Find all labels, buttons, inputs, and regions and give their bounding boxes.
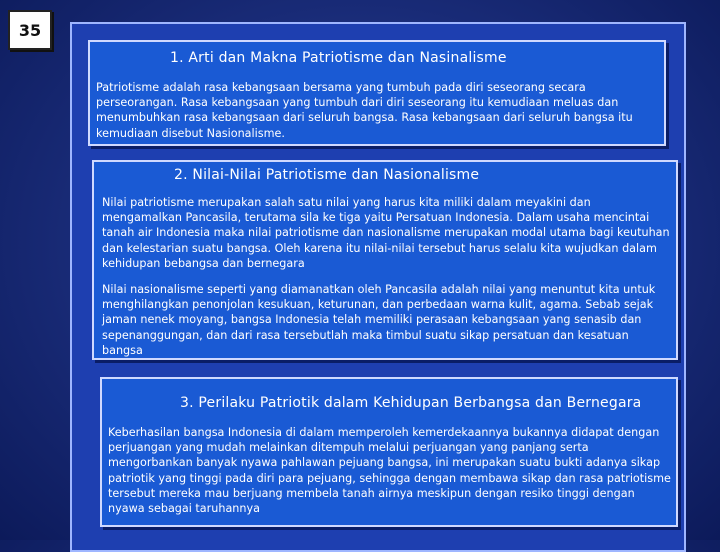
section-3-text: Keberhasilan bangsa Indonesia di dalam memperoleh kemerdekaannya bukannya didapat dengan perjuangan yang mudah melainkan ditempuh melalui perjuangan yang panjang serta mengorbankan banyak nyawa pahlawan pejuang bangsa, ini merupakan suatu bukti adanya sikap patriotik yang tinggi pada diri para pejuang, sehingga dengan membawa sikap dan rasa patriotisme tersebut mereka mau berjuang membela tanah airnya meskipun dengan resiko tinggi dengan nyawa sebagai taruhannya [108, 426, 671, 516]
section-2-text-2: Nilai nasionalisme seperti yang diamanatkan oleh Pancasila adalah nilai yang menuntut kita untuk menghilangkan penonjolan kesukuan, keturunan, dan perbedaan warna kulit, agama. Sebab sejak jaman nenek moyang, bangsa Indonesia telah memiliki perasaan kebangsaan yang senasib dan sepenanggungan, dan dari rasa tersebutlah maka timbul suatu sikap persatuan dan kesatuan bangsa [102, 283, 656, 357]
section-1-text: Patriotisme adalah rasa kebangsaan bersama yang tumbuh pada diri seseorang secara perseorangan. Rasa kebangsaan yang tumbuh dari diri seseorang itu kemudiaan meluas dan menumbuhkan rasa kebangsaan dari seluruh bangsa. Rasa kebangsaan dari seluruh bangsa itu kemudiaan disebut Nasionalisme. [96, 81, 633, 140]
page-number-badge: 35 [8, 10, 52, 50]
section-2-text-1: Nilai patriotisme merupakan salah satu nilai yang harus kita miliki dalam meyakini dan mengamalkan Pancasila, terutama sila ke tiga yaitu Persatuan Indonesia. Dalam usaha mencintai tanah air Indonesia maka nilai patriotisme dan nasionalisme merupakan modal utama bagi keutuhan dan kelestarian suatu bangsa. Oleh karena itu nilai-nilai tersebut harus selalu kita wujudkan dalam kehidupan bebangsa dan bernegara [102, 196, 670, 270]
section-2-title: 2. Nilai-Nilai Patriotisme dan Nasionalisme [174, 167, 480, 183]
section-1-title: 1. Arti dan Makna Patriotisme dan Nasinalisme [170, 50, 507, 66]
section-3-title: 3. Perilaku Patriotik dalam Kehidupan Berbangsa dan Bernegara [180, 395, 642, 411]
